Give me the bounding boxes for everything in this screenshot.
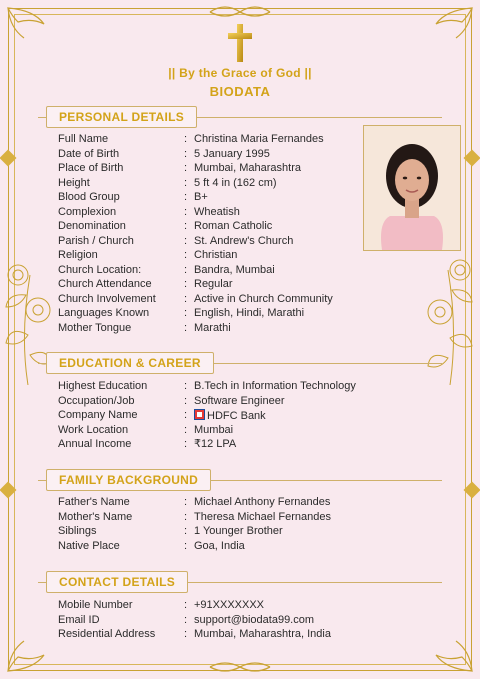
field-value: Bandra, Mumbai	[194, 263, 275, 276]
colon-separator: :	[184, 278, 188, 290]
colon-separator: :	[184, 133, 188, 145]
colon-separator: :	[184, 628, 188, 640]
field-label: Work Location	[58, 423, 129, 436]
field-label: Highest Education	[58, 380, 148, 392]
colon-separator: :	[184, 496, 188, 508]
field-value: Mumbai, Maharashtra	[194, 162, 301, 174]
field-value: Software Engineer	[194, 394, 285, 407]
colon-separator: :	[184, 613, 188, 626]
section-title: CONTACT DETAILS	[46, 571, 188, 593]
field-value: 5 ft 4 in (162 cm)	[194, 176, 277, 189]
field-value: support@biodata99.com	[194, 613, 315, 626]
colon-separator: :	[184, 292, 188, 305]
field-value: 1 Younger Brother	[194, 525, 283, 537]
section-header	[0, 571, 480, 593]
field-label: Blood Group	[58, 191, 120, 203]
field-label: Date of Birth	[58, 147, 120, 160]
cross-icon	[227, 24, 253, 62]
colon-separator: :	[184, 394, 188, 407]
colon-separator: :	[184, 147, 188, 160]
grace-text: || By the Grace of God ||	[168, 66, 312, 80]
colon-separator: :	[184, 321, 188, 334]
colon-separator: :	[184, 162, 188, 174]
field-value: Marathi	[194, 321, 231, 334]
field-value: St. Andrew's Church	[194, 234, 294, 247]
field-value: Wheatish	[194, 205, 240, 218]
field-label: Email ID	[58, 613, 100, 626]
colon-separator: :	[184, 234, 188, 247]
hdfc-bank-icon	[194, 409, 205, 420]
colon-separator: :	[184, 220, 188, 232]
field-label: Native Place	[58, 539, 120, 552]
colon-separator: :	[184, 176, 188, 189]
portrait-image	[364, 126, 460, 250]
field-label: Languages Known	[58, 307, 150, 319]
personal-details-section	[0, 106, 480, 334]
field-value: Christian	[194, 249, 238, 261]
field-value: Michael Anthony Fernandes	[194, 496, 331, 508]
section-title: FAMILY BACKGROUND	[46, 469, 211, 491]
field-value: English, Hindi, Marathi	[194, 307, 305, 319]
section-title: EDUCATION & CAREER	[46, 352, 214, 374]
field-label: Place of Birth	[58, 162, 124, 174]
section-header	[0, 106, 480, 128]
field-label: Church Involvement	[58, 292, 156, 305]
colon-separator: :	[184, 191, 188, 203]
field-label: Mobile Number	[58, 599, 133, 611]
section-header	[0, 469, 480, 491]
field-label: Father's Name	[58, 496, 130, 508]
field-label: Church Attendance	[58, 278, 152, 290]
field-label: Height	[58, 176, 90, 189]
colon-separator: :	[184, 263, 188, 276]
field-value: 5 January 1995	[194, 147, 270, 160]
section-header	[0, 352, 480, 374]
field-value: Theresa Michael Fernandes	[194, 510, 331, 523]
top-center-ornament	[200, 2, 280, 20]
colon-separator: :	[184, 510, 188, 523]
field-value: Goa, India	[194, 539, 245, 552]
page-title: BIODATA	[209, 84, 271, 99]
field-label: Siblings	[58, 525, 97, 537]
family-background-section	[0, 469, 480, 552]
field-label: Company Name	[58, 409, 138, 421]
colon-separator: :	[184, 307, 188, 319]
field-value-wrapper	[194, 408, 266, 424]
colon-separator: :	[184, 205, 188, 218]
education-career-section	[0, 352, 480, 450]
colon-separator: :	[184, 438, 188, 450]
field-label: Complexion	[58, 205, 117, 218]
field-label: Church Location:	[58, 263, 142, 276]
field-label: Mother Tongue	[58, 321, 132, 334]
field-label: Parish / Church	[58, 234, 134, 247]
field-value: B.Tech in Information Technology	[194, 380, 356, 392]
field-value: Regular	[194, 278, 233, 290]
field-label: Residential Address	[58, 628, 156, 640]
field-value: Mumbai, Maharashtra, India	[194, 628, 331, 640]
section-title: PERSONAL DETAILS	[46, 106, 197, 128]
header	[0, 24, 480, 99]
colon-separator: :	[184, 599, 188, 611]
colon-separator: :	[184, 249, 188, 261]
corner-ornament-bottom-right	[406, 635, 476, 675]
field-value: Mumbai	[194, 423, 234, 436]
field-label: Denomination	[58, 220, 126, 232]
field-value: B+	[194, 191, 208, 203]
colon-separator: :	[184, 409, 188, 421]
field-label: Mother's Name	[58, 510, 133, 523]
field-value: +91XXXXXXX	[194, 599, 265, 611]
field-label: Religion	[58, 249, 98, 261]
profile-photo	[363, 125, 461, 251]
colon-separator: :	[184, 423, 188, 436]
field-value: HDFC Bank	[207, 410, 266, 422]
colon-separator: :	[184, 525, 188, 537]
colon-separator: :	[184, 539, 188, 552]
contact-details-section	[0, 571, 480, 640]
field-value: ₹12 LPA	[194, 438, 237, 450]
colon-separator: :	[184, 380, 188, 392]
field-label: Annual Income	[58, 438, 132, 450]
field-value: Roman Catholic	[194, 220, 273, 232]
field-value: Christina Maria Fernandes	[194, 133, 324, 145]
field-label: Occupation/Job	[58, 394, 135, 407]
field-value: Active in Church Community	[194, 292, 333, 305]
field-label: Full Name	[58, 133, 109, 145]
bottom-center-ornament	[200, 659, 280, 677]
